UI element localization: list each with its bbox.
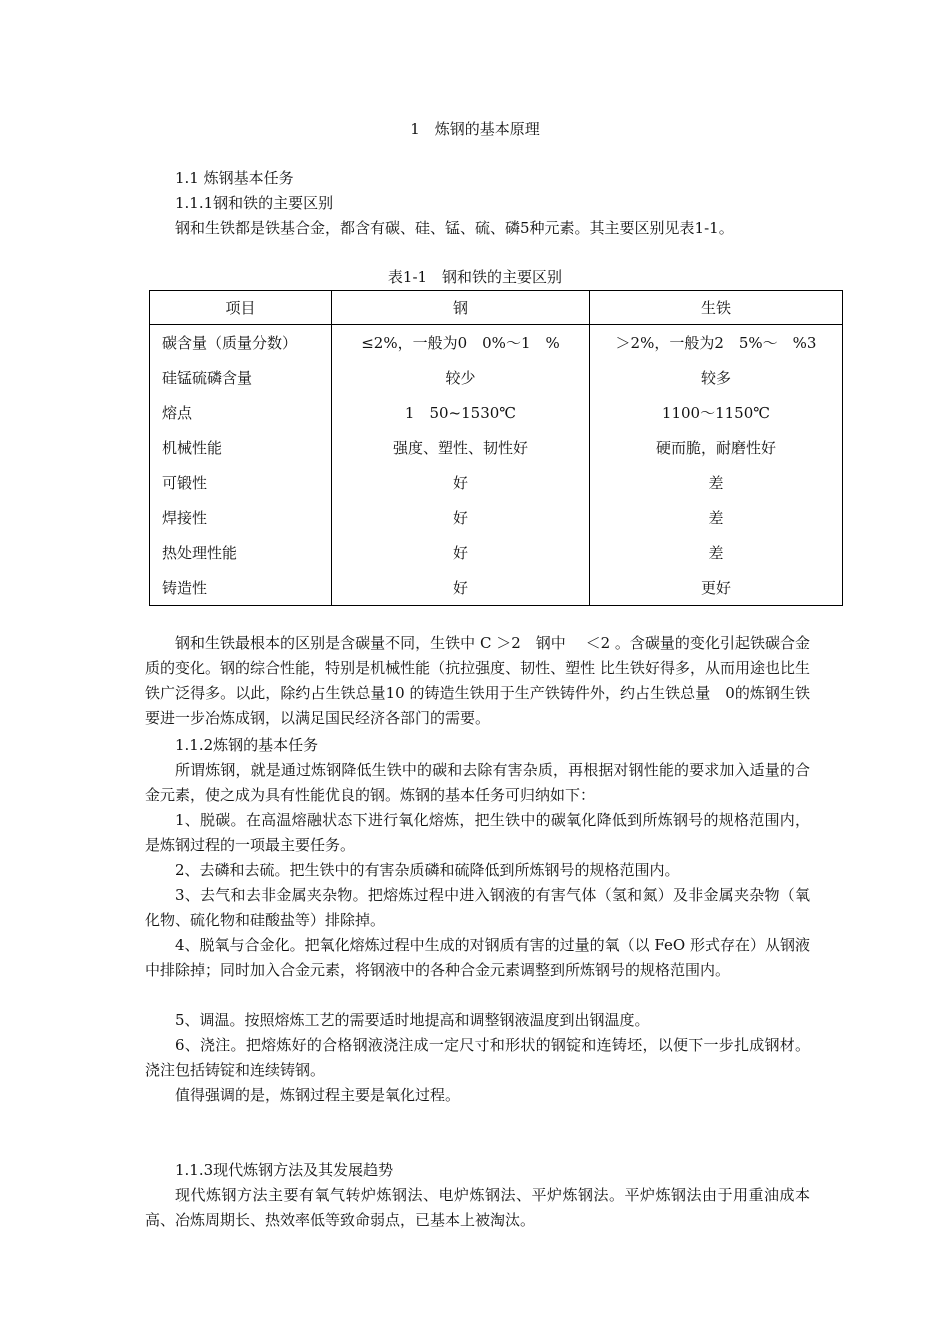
steel-value: 好 <box>332 500 590 535</box>
table-row <box>150 570 843 606</box>
steel-value: 好 <box>332 535 590 570</box>
iron-value: 差 <box>590 535 843 570</box>
task-item-temperature: 5、调温。按照熔炼工艺的需要适时地提高和调整钢液温度到出钢温度。 <box>175 1011 650 1029</box>
task-item-deoxidation: 4、脱氧与合金化。把氧化熔炼过程中生成的对钢质有害的过量的氧（以 FeO 形式存在）从钢液中排除掉；同时加入合金元素，将钢液中的各种合金元素调整到所炼钢号的规格范围内。 <box>145 936 810 979</box>
task-item-dephosphorization: 2、去磷和去硫。把生铁中的有害杂质磷和硫降低到所炼钢号的规格范围内。 <box>175 861 680 879</box>
emphasis-paragraph: 值得强调的是，炼钢过程主要是氧化过程。 <box>175 1086 461 1104</box>
iron-value: 硬而脆，耐磨性好 <box>590 430 843 465</box>
table-row <box>150 535 843 570</box>
section-heading-1-1-3: 1.1.3现代炼钢方法及其发展趋势 <box>175 1161 394 1179</box>
steel-value: 1 50~1530℃ <box>332 395 590 430</box>
row-label: 熔点 <box>150 395 332 430</box>
table-row <box>150 325 843 361</box>
task-paragraph: 所谓炼钢，就是通过炼钢降低生铁中的碳和去除有害杂质，再根据对钢性能的要求加入适量的合金元素，使之成为具有性能优良的钢。炼钢的基本任务可归纳如下： <box>145 761 810 804</box>
steel-value: 较少 <box>332 360 590 395</box>
task-item-casting: 6、浇注。把熔炼好的合格钢液浇注成一定尺寸和形状的钢锭和连铸坯，以便下一步扎成钢材。浇注包括铸锭和连续铸钢。 <box>145 1036 810 1079</box>
iron-value: 1100～1150℃ <box>590 395 843 430</box>
row-label: 碳含量（质量分数） <box>150 325 332 361</box>
header-steel: 钢 <box>332 291 590 325</box>
iron-value: 更好 <box>590 570 843 606</box>
row-label: 铸造性 <box>150 570 332 606</box>
header-pig-iron: 生铁 <box>590 291 843 325</box>
iron-value: 较多 <box>590 360 843 395</box>
section-heading-1-1-1: 1.1.1钢和铁的主要区别 <box>175 194 334 212</box>
row-label: 机械性能 <box>150 430 332 465</box>
steel-value: 好 <box>332 570 590 606</box>
table-caption: 表1-1 钢和铁的主要区别 <box>387 268 563 286</box>
difference-paragraph: 钢和生铁最根本的区别是含碳量不同，生铁中 C ＞2 钢中 ＜2 。含碳量的变化引起铁碳合金质的变化。钢的综合性能，特别是机械性能（抗拉强度、韧性、塑性 比生铁好得多，从而用途也比生铁广泛得多。以此，除约占生铁总量10 的铸造生铁用于生产铁铸件外，约占生铁总量 0的炼钢生铁要进一步冶炼成钢，以满足国民经济各部门的需要。 <box>145 634 810 727</box>
section-heading-1-1-2: 1.1.2炼钢的基本任务 <box>175 736 319 754</box>
iron-value: 差 <box>590 500 843 535</box>
table-row <box>150 465 843 500</box>
intro-paragraph: 钢和生铁都是铁基合金，都含有碳、硅、锰、硫、磷5种元素。其主要区别见表1-1。 <box>175 219 734 237</box>
task-item-decarburization: 1、脱碳。在高温熔融状态下进行氧化熔炼，把生铁中的碳氧化降低到所炼钢号的规格范围内，是炼钢过程的一项最主要任务。 <box>145 811 810 854</box>
row-label: 硅锰硫磷含量 <box>150 360 332 395</box>
table-row <box>150 395 843 430</box>
comparison-table <box>149 290 843 606</box>
steel-value: 好 <box>332 465 590 500</box>
steel-value: 强度、塑性、韧性好 <box>332 430 590 465</box>
row-label: 热处理性能 <box>150 535 332 570</box>
steel-value: ≤2%，一般为0 0%～1 % <box>332 325 590 361</box>
table-row <box>150 430 843 465</box>
task-item-degassing: 3、去气和去非金属夹杂物。把熔炼过程中进入钢液的有害气体（氢和氮）及非金属夹杂物（氧化物、硫化物和硅酸盐等）排除掉。 <box>145 886 810 929</box>
modern-methods-paragraph: 现代炼钢方法主要有氧气转炉炼钢法、电炉炼钢法、平炉炼钢法。平炉炼钢法由于用重油成本高、冶炼周期长、热效率低等致命弱点，已基本上被淘汰。 <box>145 1186 810 1229</box>
iron-value: 差 <box>590 465 843 500</box>
row-label: 焊接性 <box>150 500 332 535</box>
section-heading-1-1: 1.1 炼钢基本任务 <box>175 169 294 187</box>
table-row <box>150 500 843 535</box>
table-header-row <box>150 291 843 325</box>
row-label: 可锻性 <box>150 465 332 500</box>
iron-value: ＞2%，一般为2 5%～ %3 <box>590 325 843 361</box>
table-row <box>150 360 843 395</box>
header-item: 项目 <box>150 291 332 325</box>
chapter-title: 1 炼钢的基本原理 <box>410 120 540 138</box>
